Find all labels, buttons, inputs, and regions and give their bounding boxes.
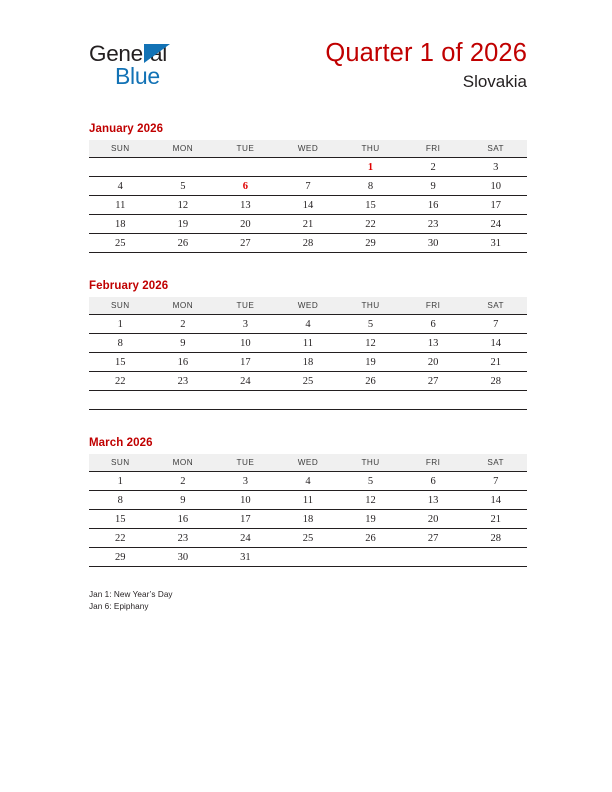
- day-cell[interactable]: 27: [402, 529, 465, 548]
- logo-word-general: General: [89, 41, 167, 66]
- week-row: [89, 196, 527, 215]
- day-cell[interactable]: 19: [339, 510, 402, 529]
- day-cell[interactable]: 26: [152, 234, 215, 253]
- day-cell[interactable]: 9: [152, 491, 215, 510]
- week-row: [89, 472, 527, 491]
- day-cell-empty: [402, 548, 465, 567]
- day-cell[interactable]: 19: [339, 353, 402, 372]
- logo-word-blue: Blue: [115, 63, 160, 89]
- day-cell[interactable]: 30: [402, 234, 465, 253]
- day-cell[interactable]: 21: [277, 215, 340, 234]
- day-cell-empty: [89, 391, 152, 410]
- calendar-table: [89, 454, 527, 567]
- day-cell[interactable]: 21: [464, 510, 527, 529]
- day-cell[interactable]: 24: [464, 215, 527, 234]
- holiday-note-line: Jan 6: Epiphany: [89, 602, 149, 612]
- week-row: [89, 215, 527, 234]
- day-cell[interactable]: 8: [339, 177, 402, 196]
- week-row: [89, 353, 527, 372]
- day-cell[interactable]: 10: [464, 177, 527, 196]
- day-cell-empty: [402, 391, 465, 410]
- day-cell[interactable]: 28: [277, 234, 340, 253]
- day-cell[interactable]: 26: [339, 529, 402, 548]
- day-cell[interactable]: 25: [277, 529, 340, 548]
- day-cell[interactable]: 14: [464, 491, 527, 510]
- month-title: January 2026: [89, 123, 164, 135]
- day-cell[interactable]: 5: [152, 177, 215, 196]
- day-cell[interactable]: 23: [402, 215, 465, 234]
- page-header: [89, 38, 527, 106]
- day-cell-holiday[interactable]: 6: [214, 177, 277, 196]
- day-cell[interactable]: 5: [339, 472, 402, 491]
- weekday-header-row: [89, 140, 527, 158]
- day-cell[interactable]: 24: [214, 529, 277, 548]
- day-cell[interactable]: 30: [152, 548, 215, 567]
- day-cell[interactable]: 16: [152, 353, 215, 372]
- weekday-header-row: [89, 297, 527, 315]
- day-cell[interactable]: 11: [89, 196, 152, 215]
- day-cell-empty: [277, 548, 340, 567]
- general-blue-logo[interactable]: [89, 38, 289, 98]
- day-cell[interactable]: 7: [464, 472, 527, 491]
- day-cell[interactable]: 24: [214, 372, 277, 391]
- day-cell-empty: [339, 391, 402, 410]
- day-cell-empty: [214, 391, 277, 410]
- day-cell[interactable]: 10: [214, 334, 277, 353]
- week-row: [89, 548, 527, 567]
- day-cell-empty: [277, 158, 340, 177]
- day-cell-empty: [464, 548, 527, 567]
- day-cell[interactable]: 19: [152, 215, 215, 234]
- day-cell[interactable]: 8: [89, 491, 152, 510]
- weekday-header-mon: MON: [152, 140, 215, 158]
- weekday-header-tue: TUE: [214, 140, 277, 158]
- day-cell[interactable]: 18: [277, 353, 340, 372]
- day-cell[interactable]: 29: [339, 234, 402, 253]
- month-title: February 2026: [89, 280, 169, 292]
- week-row: [89, 158, 527, 177]
- day-cell[interactable]: 10: [214, 491, 277, 510]
- day-cell[interactable]: 16: [402, 196, 465, 215]
- day-cell[interactable]: 28: [464, 529, 527, 548]
- day-cell[interactable]: 14: [277, 196, 340, 215]
- day-cell[interactable]: 20: [214, 215, 277, 234]
- day-cell[interactable]: 29: [89, 548, 152, 567]
- weekday-header-thu: THU: [339, 454, 402, 472]
- day-cell[interactable]: 9: [152, 334, 215, 353]
- week-row: [89, 177, 527, 196]
- day-cell[interactable]: 15: [89, 510, 152, 529]
- day-cell[interactable]: 26: [339, 372, 402, 391]
- weekday-header-sun: SUN: [89, 297, 152, 315]
- day-cell[interactable]: 31: [214, 548, 277, 567]
- day-cell[interactable]: 25: [89, 234, 152, 253]
- week-row: [89, 491, 527, 510]
- holiday-notes: [89, 589, 489, 613]
- day-cell[interactable]: 14: [464, 334, 527, 353]
- day-cell[interactable]: 3: [214, 315, 277, 334]
- day-cell[interactable]: 16: [152, 510, 215, 529]
- day-cell[interactable]: 27: [402, 372, 465, 391]
- day-cell[interactable]: 4: [89, 177, 152, 196]
- day-cell[interactable]: 2: [152, 472, 215, 491]
- weekday-header-mon: MON: [152, 297, 215, 315]
- day-cell[interactable]: 18: [277, 510, 340, 529]
- day-cell[interactable]: 13: [402, 334, 465, 353]
- weekday-header-wed: WED: [277, 140, 340, 158]
- day-cell[interactable]: 12: [339, 491, 402, 510]
- day-cell-empty: [339, 548, 402, 567]
- day-cell[interactable]: 3: [214, 472, 277, 491]
- day-cell[interactable]: 17: [464, 196, 527, 215]
- holiday-note-line: Jan 1: New Year’s Day: [89, 590, 173, 599]
- page-title: Quarter 1 of 2026: [325, 39, 527, 67]
- day-cell[interactable]: 1: [89, 315, 152, 334]
- weekday-header-mon: MON: [152, 454, 215, 472]
- weekday-header-sat: SAT: [464, 297, 527, 315]
- day-cell[interactable]: 27: [214, 234, 277, 253]
- day-cell[interactable]: 2: [402, 158, 465, 177]
- day-cell-empty: [152, 391, 215, 410]
- calendar-table: [89, 140, 527, 253]
- day-cell[interactable]: 20: [402, 353, 465, 372]
- day-cell-empty: [464, 391, 527, 410]
- day-cell-empty: [277, 391, 340, 410]
- day-cell[interactable]: 6: [402, 472, 465, 491]
- title-block: [325, 38, 527, 93]
- weekday-header-row: [89, 454, 527, 472]
- week-row: [89, 529, 527, 548]
- day-cell[interactable]: 31: [464, 234, 527, 253]
- day-cell[interactable]: 2: [152, 315, 215, 334]
- day-cell[interactable]: 17: [214, 353, 277, 372]
- weekday-header-fri: FRI: [402, 454, 465, 472]
- day-cell-empty: [214, 158, 277, 177]
- calendar-table: [89, 297, 527, 410]
- day-cell[interactable]: 5: [339, 315, 402, 334]
- day-cell[interactable]: 11: [277, 334, 340, 353]
- day-cell[interactable]: 7: [277, 177, 340, 196]
- week-row: [89, 315, 527, 334]
- day-cell[interactable]: 21: [464, 353, 527, 372]
- day-cell[interactable]: 8: [89, 334, 152, 353]
- weekday-header-sat: SAT: [464, 454, 527, 472]
- blue-triangle-icon: [144, 44, 170, 63]
- day-cell[interactable]: 20: [402, 510, 465, 529]
- weekday-header-tue: TUE: [214, 297, 277, 315]
- week-row: [89, 372, 527, 391]
- country-subtitle: Slovakia: [462, 72, 527, 91]
- day-cell[interactable]: 15: [89, 353, 152, 372]
- week-row: [89, 334, 527, 353]
- weekday-header-thu: THU: [339, 140, 402, 158]
- weekday-header-fri: FRI: [402, 297, 465, 315]
- week-row: [89, 391, 527, 410]
- weekday-header-tue: TUE: [214, 454, 277, 472]
- weekday-header-sat: SAT: [464, 140, 527, 158]
- day-cell[interactable]: 23: [152, 529, 215, 548]
- day-cell[interactable]: 22: [339, 215, 402, 234]
- weekday-header-fri: FRI: [402, 140, 465, 158]
- week-row: [89, 510, 527, 529]
- day-cell[interactable]: 12: [152, 196, 215, 215]
- day-cell[interactable]: 9: [402, 177, 465, 196]
- day-cell[interactable]: 22: [89, 372, 152, 391]
- day-cell[interactable]: 11: [277, 491, 340, 510]
- day-cell[interactable]: 15: [339, 196, 402, 215]
- day-cell[interactable]: 3: [464, 158, 527, 177]
- day-cell[interactable]: 4: [277, 472, 340, 491]
- day-cell-empty: [152, 158, 215, 177]
- day-cell[interactable]: 22: [89, 529, 152, 548]
- day-cell-empty: [89, 158, 152, 177]
- month-block-march: [89, 436, 527, 567]
- day-cell[interactable]: 28: [464, 372, 527, 391]
- day-cell[interactable]: 12: [339, 334, 402, 353]
- day-cell[interactable]: 4: [277, 315, 340, 334]
- day-cell[interactable]: 23: [152, 372, 215, 391]
- day-cell[interactable]: 1: [89, 472, 152, 491]
- weekday-header-sun: SUN: [89, 454, 152, 472]
- weekday-header-thu: THU: [339, 297, 402, 315]
- day-cell[interactable]: 7: [464, 315, 527, 334]
- day-cell[interactable]: 25: [277, 372, 340, 391]
- day-cell[interactable]: 13: [214, 196, 277, 215]
- day-cell[interactable]: 6: [402, 315, 465, 334]
- day-cell[interactable]: 17: [214, 510, 277, 529]
- month-block-january: [89, 122, 527, 253]
- week-row: [89, 234, 527, 253]
- weekday-header-wed: WED: [277, 297, 340, 315]
- day-cell-holiday[interactable]: 1: [339, 158, 402, 177]
- day-cell[interactable]: 18: [89, 215, 152, 234]
- weekday-header-wed: WED: [277, 454, 340, 472]
- month-title: March 2026: [89, 437, 153, 449]
- month-block-february: [89, 279, 527, 410]
- weekday-header-sun: SUN: [89, 140, 152, 158]
- day-cell[interactable]: 13: [402, 491, 465, 510]
